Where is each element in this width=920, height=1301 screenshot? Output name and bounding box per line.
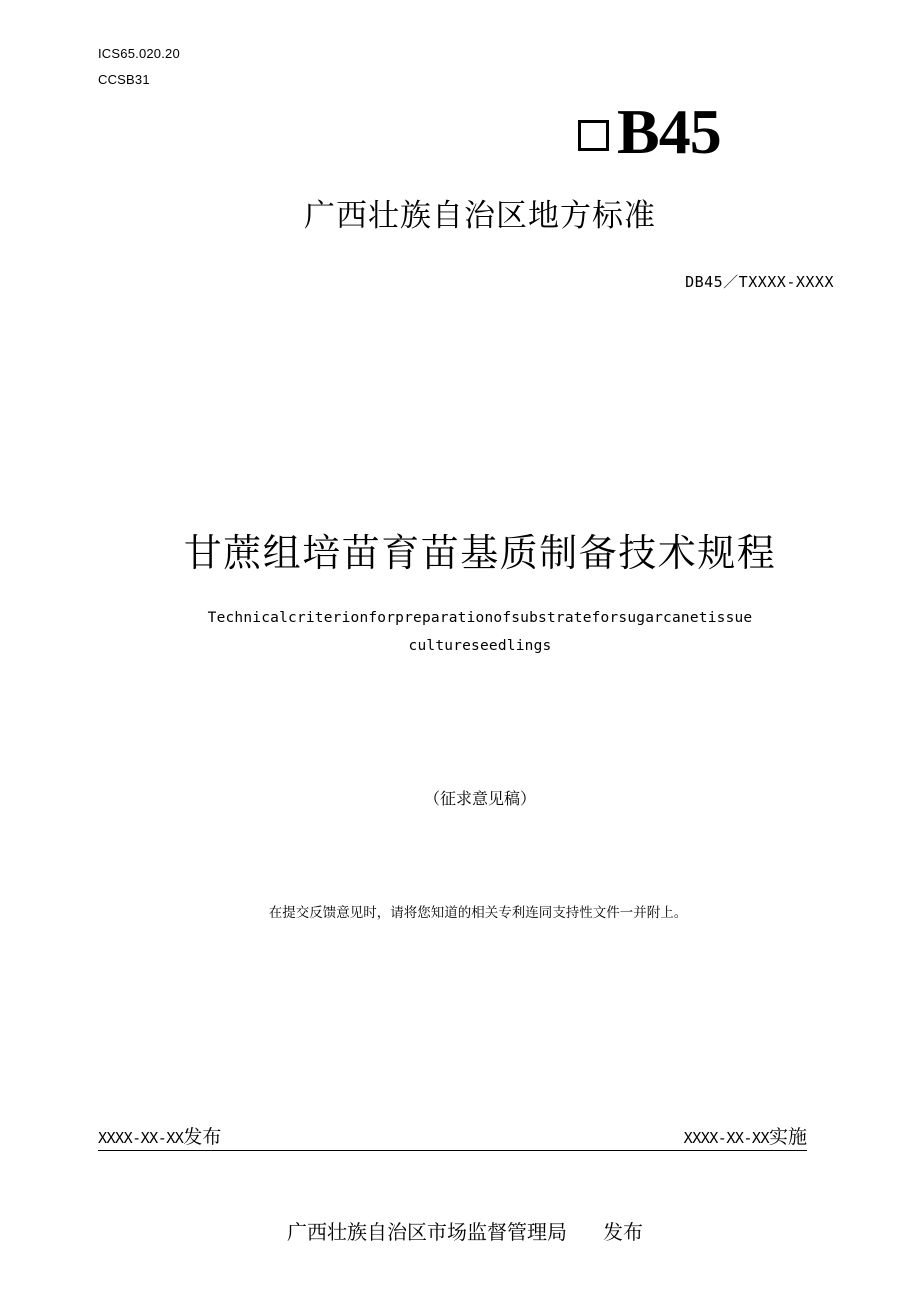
ics-code: ICS65.020.20 — [98, 46, 180, 61]
standard-logo — [578, 96, 721, 168]
issuer-line — [287, 1216, 643, 1245]
publish-date-label: 发布 — [183, 1126, 222, 1148]
date-line — [98, 1124, 807, 1151]
publish-date — [98, 1125, 221, 1150]
ccs-code: CCSB31 — [98, 72, 150, 87]
issuer-action: 发布 — [603, 1220, 643, 1244]
logo-mark: B45 — [617, 96, 721, 167]
publish-date-code: XXXX-XX-XX — [98, 1129, 184, 1147]
implement-date-label: 实施 — [768, 1126, 807, 1148]
document-title-cn: 甘蔗组培苗育苗基质制备技术规程 — [183, 531, 777, 575]
document-title-en-line2: cultureseedlings — [408, 638, 552, 654]
issuer-name: 广西壮族自治区市场监督管理局 — [287, 1220, 567, 1244]
document-title-en-line1: Technicalcriterionforpreparationofsubstrateforsugarcanetissue — [207, 610, 753, 626]
draft-label: （征求意见稿） — [423, 789, 536, 808]
patent-notice: 在提交反馈意见时，请将您知道的相关专利连同支持性文件一并附上。 — [268, 905, 688, 921]
implement-date-code: XXXX-XX-XX — [683, 1129, 769, 1147]
square-icon — [578, 120, 609, 151]
implement-date — [684, 1125, 807, 1150]
standard-number: DB45／TXXXX-XXXX — [685, 273, 834, 291]
standard-type-title: 广西壮族自治区地方标准 — [304, 198, 656, 234]
document-title-en — [0, 604, 920, 660]
